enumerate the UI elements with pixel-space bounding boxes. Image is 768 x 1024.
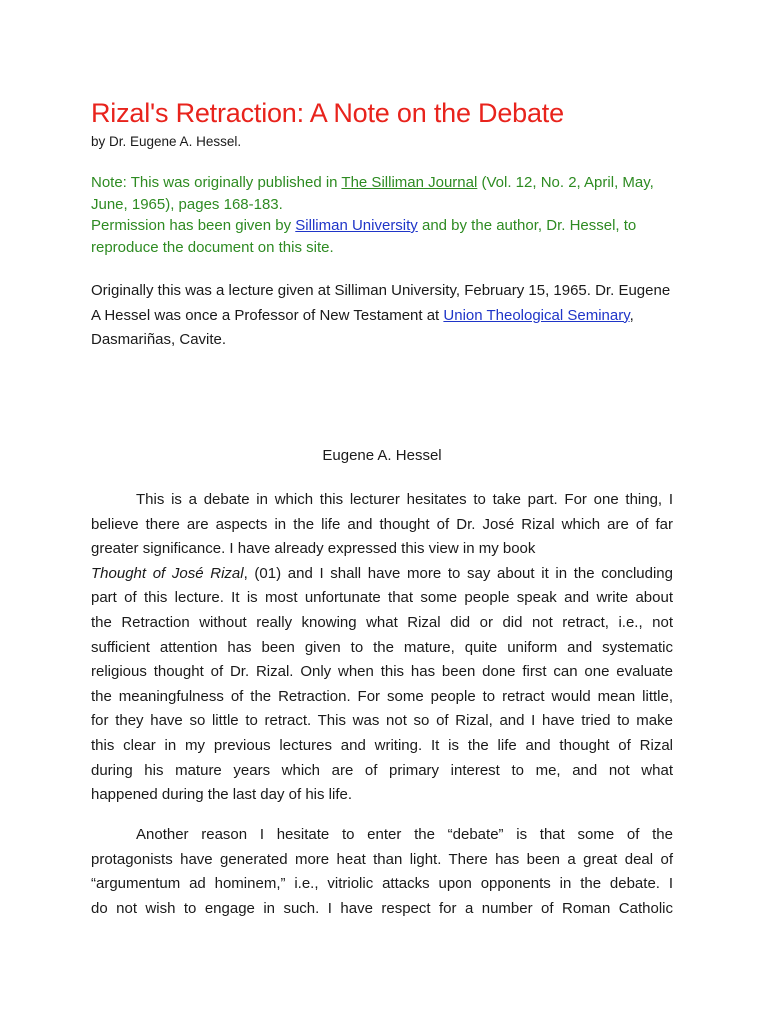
permission-suffix: and by the author, Dr. Hessel, to reproduce the document on this site. [91, 217, 637, 256]
book-title: Thought of José Rizal [91, 564, 244, 582]
silliman-journal-link[interactable]: The Silliman Journal [341, 174, 478, 191]
paragraph-line: Thought of José Rizal, (01) and I shall have more to say about it in the concluding [91, 564, 673, 582]
paragraph-line: believe there are aspects in the life and thought of Dr. José Rizal which are of far [91, 515, 673, 533]
note-prefix: Note: This was originally published in [91, 174, 342, 191]
paragraph-line: religious thought of Dr. Rizal. Only when this has been done first can one evaluate [91, 663, 673, 681]
paragraph-line: Another reason I hesitate to enter the “debate” is that some of the [136, 826, 673, 843]
origin-text: Originally this was a lecture given at Silliman University, February 15, 1965. Dr. Eugene A Hessel was once a Professor of New Testament at [91, 282, 671, 324]
publication-note [91, 172, 673, 258]
paragraph-line: This is a debate in which this lecturer hesitates to take part. For one thing, I [136, 491, 673, 508]
union-theological-seminary-link[interactable]: Union Theological Seminary [443, 306, 630, 324]
paragraph-line: part of this lecture. It is most unfortunate that some people speak and write about [91, 589, 673, 607]
paragraph-line: the Retraction without really knowing what Rizal did or did not retract, i.e., not [91, 613, 673, 631]
note-after-journal: (Vol. 12, No. 2, April, May, June, 1965), pages 168-183. [91, 174, 654, 213]
paragraph-line: during his mature years which are of primary interest to me, and not what [91, 761, 673, 779]
body-paragraph-1 [91, 488, 673, 808]
paragraph-line: greater significance. I have already expressed this view in my book [91, 540, 536, 558]
permission-prefix: Permission has been given by [91, 217, 296, 234]
byline: by Dr. Eugene A. Hessel. [91, 134, 242, 149]
body-paragraph-2 [91, 823, 673, 921]
paragraph-line: the meaningfulness of the Retraction. For some people to retract would mean little, [91, 687, 673, 705]
document-page [91, 96, 673, 917]
paragraph-line: this clear in my previous lectures and writing. It is the life and thought of Rizal [91, 736, 673, 754]
paragraph-line: protagonists have generated more heat than light. There has been a great deal of [91, 850, 673, 868]
paragraph-line: sufficient attention has been given to the mature, quite uniform and systematic [91, 638, 673, 656]
silliman-university-link[interactable]: Silliman University [295, 217, 418, 234]
paragraph-line: for they have so little to retract. This was not so of Rizal, and I have tried to make [91, 712, 673, 730]
origin-text-after: , Dasmariñas, Cavite. [91, 306, 634, 348]
paragraph-line: do not wish to engage in such. I have respect for a number of Roman Catholic [91, 899, 673, 917]
author-heading: Eugene A. Hessel [322, 447, 442, 464]
page-title: Rizal's Retraction: A Note on the Debate [91, 98, 564, 128]
paragraph-line: happened during the last day of his life. [91, 786, 353, 804]
paragraph-line: “argumentum ad hominem,” i.e., vitriolic attacks upon opponents in the debate. I [91, 875, 673, 893]
origin-paragraph [91, 279, 673, 353]
